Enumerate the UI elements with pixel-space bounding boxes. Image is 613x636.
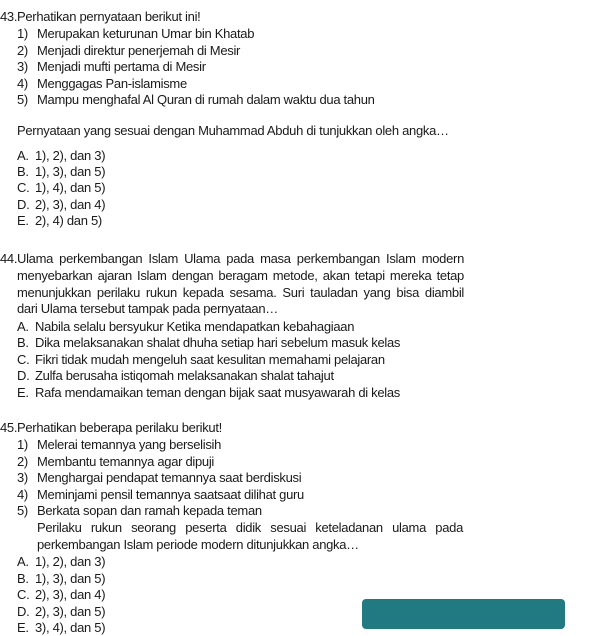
option-text: Fikri tidak mudah mengeluh saat kesulitan memahami pelajaran bbox=[35, 352, 385, 367]
option-text: 2), 3), dan 5) bbox=[35, 604, 106, 619]
item-text: Berkata sopan dan ramah kepada teman bbox=[37, 503, 262, 518]
item-number: 5) bbox=[17, 92, 28, 107]
answer-option-e[interactable] bbox=[17, 620, 106, 636]
question-stem: Perilaku rukun seorang peserta didik sesuai keteladanan ulama pada perkembangan Islam periode modern ditunjukkan angka… bbox=[37, 520, 463, 552]
option-letter: E. bbox=[17, 213, 29, 228]
option-text: 2), 3), dan 4) bbox=[35, 197, 106, 212]
option-letter: D. bbox=[17, 604, 30, 619]
answer-option-b[interactable] bbox=[17, 164, 106, 180]
question-number: 43. bbox=[0, 9, 18, 24]
option-letter: D. bbox=[17, 368, 30, 383]
option-letter: C. bbox=[17, 180, 30, 195]
option-letter: C. bbox=[17, 587, 30, 602]
item-text: Melerai temannya yang berselisih bbox=[37, 437, 222, 452]
statement-item bbox=[17, 454, 215, 470]
option-letter: B. bbox=[17, 164, 29, 179]
option-letter: B. bbox=[17, 571, 29, 586]
item-text: Merupakan keturunan Umar bin Khatab bbox=[37, 26, 255, 41]
answer-option-a[interactable] bbox=[17, 554, 106, 570]
item-text: Meminjami pensil temannya saatsaat dilihat guru bbox=[37, 487, 304, 502]
answer-option-a[interactable] bbox=[17, 319, 355, 335]
answer-option-b[interactable] bbox=[17, 571, 106, 587]
option-letter: E. bbox=[17, 385, 29, 400]
statement-item bbox=[17, 470, 302, 486]
option-text: 1), 2), dan 3) bbox=[35, 554, 106, 569]
item-number: 1) bbox=[17, 26, 28, 41]
option-text: 2), 4) dan 5) bbox=[35, 213, 102, 228]
answer-option-d[interactable] bbox=[17, 197, 106, 213]
option-letter: E. bbox=[17, 620, 29, 635]
option-text: 1), 4), dan 5) bbox=[35, 180, 106, 195]
option-text: 1), 3), dan 5) bbox=[35, 571, 106, 586]
answer-option-d[interactable] bbox=[17, 368, 334, 384]
item-number: 5) bbox=[17, 503, 28, 518]
item-number: 4) bbox=[17, 487, 28, 502]
statement-item bbox=[17, 26, 255, 42]
statement-item bbox=[17, 92, 375, 108]
item-number: 4) bbox=[17, 76, 28, 91]
option-text: Dika melaksanakan shalat dhuha setiap hari sebelum masuk kelas bbox=[35, 335, 401, 350]
statement-item bbox=[17, 59, 206, 75]
overlay-panel bbox=[362, 599, 565, 629]
statement-item bbox=[17, 487, 304, 503]
statement-item bbox=[17, 43, 241, 59]
statement-item bbox=[17, 503, 262, 519]
option-letter: D. bbox=[17, 197, 30, 212]
item-number: 3) bbox=[17, 470, 28, 485]
question-number: 45. bbox=[0, 420, 18, 435]
item-text: Menggagas Pan-islamisme bbox=[37, 76, 187, 91]
answer-option-c[interactable] bbox=[17, 352, 385, 368]
option-text: Rafa mendamaikan teman dengan bijak saat musyawarah di kelas bbox=[35, 385, 400, 400]
option-letter: C. bbox=[17, 352, 30, 367]
item-text: Mampu menghafal Al Quran di rumah dalam waktu dua tahun bbox=[37, 92, 375, 107]
item-number: 3) bbox=[17, 59, 28, 74]
option-letter: A. bbox=[17, 319, 29, 334]
option-letter: A. bbox=[17, 148, 29, 163]
item-number: 2) bbox=[17, 454, 28, 469]
answer-option-a[interactable] bbox=[17, 148, 106, 164]
item-number: 1) bbox=[17, 437, 28, 452]
option-text: 3), 4), dan 5) bbox=[35, 620, 106, 635]
option-text: Zulfa berusaha istiqomah melaksanakan shalat tahajut bbox=[35, 368, 334, 383]
option-text: 1), 3), dan 5) bbox=[35, 164, 106, 179]
item-text: Menjadi direktur penerjemah di Mesir bbox=[37, 43, 241, 58]
option-letter: A. bbox=[17, 554, 29, 569]
answer-option-c[interactable] bbox=[17, 587, 106, 603]
item-text: Menjadi mufti pertama di Mesir bbox=[37, 59, 206, 74]
question-stem: Ulama perkembangan Islam Ulama pada masa perkembangan Islam modern menyebarkan ajaran Islam dengan beragam metode, akan tetapi mereka tetap menunjukkan perilaku rukun kepada sesama. Suri tauladan yang bisa diambil dari Ulama tersebut tampak pada pernyataan… bbox=[17, 251, 464, 317]
answer-option-d[interactable] bbox=[17, 604, 106, 620]
question-stem: Pernyataan yang sesuai dengan Muhammad Abduh di tunjukkan oleh angka… bbox=[17, 123, 449, 138]
statement-item bbox=[17, 437, 222, 453]
item-number: 2) bbox=[17, 43, 28, 58]
question-number: 44. bbox=[0, 251, 18, 266]
option-letter: B. bbox=[17, 335, 29, 350]
option-text: 1), 2), dan 3) bbox=[35, 148, 106, 163]
statement-item bbox=[17, 76, 187, 92]
option-text: 2), 3), dan 4) bbox=[35, 587, 106, 602]
answer-option-e[interactable] bbox=[17, 213, 102, 229]
answer-option-c[interactable] bbox=[17, 180, 106, 196]
item-text: Menghargai pendapat temannya saat berdiskusi bbox=[37, 470, 302, 485]
option-text: Nabila selalu bersyukur Ketika mendapatkan kebahagiaan bbox=[35, 319, 355, 334]
question-title: Perhatikan beberapa perilaku berikut! bbox=[17, 420, 222, 435]
item-text: Membantu temannya agar dipuji bbox=[37, 454, 215, 469]
question-title: Perhatikan pernyataan berikut ini! bbox=[17, 9, 201, 24]
answer-option-b[interactable] bbox=[17, 335, 401, 351]
answer-option-e[interactable] bbox=[17, 385, 400, 401]
